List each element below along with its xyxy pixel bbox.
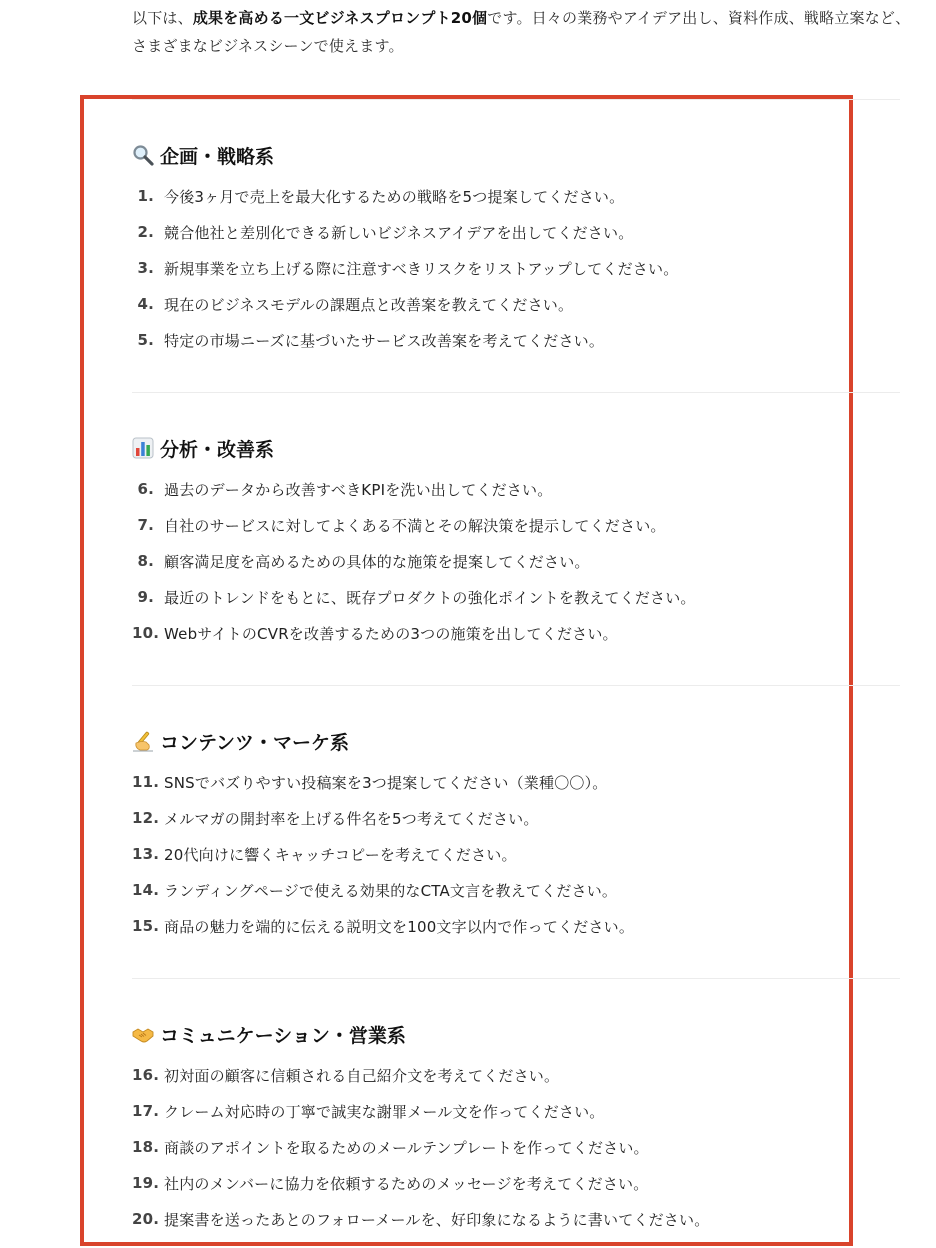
section-heading	[132, 434, 892, 462]
list-item	[132, 1129, 892, 1165]
item-text: 商談のアポイントを取るためのメールテンプレートを作ってください。	[164, 1138, 649, 1157]
item-number: 15.	[132, 917, 160, 935]
section-heading	[132, 1020, 892, 1048]
item-number: 11.	[132, 773, 160, 791]
item-text: 商品の魅力を端的に伝える説明文を100文字以内で作ってください。	[164, 917, 635, 936]
item-text: メルマガの開封率を上げる件名を5つ考えてください。	[164, 809, 539, 828]
list-item	[132, 250, 892, 286]
list-item	[132, 286, 892, 322]
item-text: 社内のメンバーに協力を依頼するためのメッセージを考えてください。	[164, 1174, 649, 1193]
list-item	[132, 543, 892, 579]
list-item	[132, 1057, 892, 1093]
item-number: 6.	[137, 480, 154, 498]
item-number: 17.	[132, 1102, 160, 1120]
list-item	[132, 800, 892, 836]
item-text: 20代向けに響くキャッチコピーを考えてください。	[164, 845, 517, 864]
item-number: 16.	[132, 1066, 160, 1084]
item-number: 2.	[137, 223, 154, 241]
item-text: 初対面の顧客に信頼される自己紹介文を考えてください。	[164, 1066, 560, 1085]
item-text: 特定の市場ニーズに基づいたサービス改善案を考えてください。	[164, 331, 605, 350]
list-item	[132, 178, 892, 214]
divider	[132, 99, 900, 100]
section-heading	[132, 141, 892, 169]
list-item	[132, 214, 892, 250]
item-text: 最近のトレンドをもとに、既存プロダクトの強化ポイントを教えてください。	[164, 588, 696, 607]
section-title: コンテンツ・マーケ系	[160, 731, 350, 754]
intro-text-start: 以下は、	[132, 9, 193, 27]
item-text: 顧客満足度を高めるための具体的な施策を提案してください。	[164, 552, 590, 571]
bar-chart-icon	[132, 437, 154, 459]
list-item	[132, 579, 892, 615]
item-text: 現在のビジネスモデルの課題点と改善案を教えてください。	[164, 295, 574, 314]
list-item	[132, 1093, 892, 1129]
section-planning-strategy	[132, 141, 892, 358]
item-number: 13.	[132, 845, 160, 863]
list-item	[132, 908, 892, 944]
divider	[132, 685, 900, 686]
item-text: 競合他社と差別化できる新しいビジネスアイデアを出してください。	[164, 223, 634, 242]
item-number: 12.	[132, 809, 160, 827]
section-title: コミュニケーション・営業系	[160, 1024, 406, 1047]
item-text: 今後3ヶ月で売上を最大化するための戦略を5つ提案してください。	[164, 187, 625, 206]
item-number: 10.	[132, 624, 160, 642]
writing-hand-icon	[132, 730, 154, 752]
item-number: 18.	[132, 1138, 160, 1156]
item-text: クレーム対応時の丁寧で誠実な謝罪メール文を作ってください。	[164, 1102, 605, 1121]
intro-paragraph	[132, 4, 912, 60]
item-number: 19.	[132, 1174, 160, 1192]
intro-text-end: です。日々の業務やアイデア出し、資料作成、戦略立案など、さまざまなビジネスシーンで使えます。	[132, 9, 911, 55]
item-number: 1.	[137, 187, 154, 205]
section-analysis-improvement	[132, 434, 892, 651]
item-number: 8.	[137, 552, 154, 570]
section-communication-sales	[132, 1020, 892, 1237]
item-text: 提案書を送ったあとのフォローメールを、好印象になるように書いてください。	[164, 1210, 710, 1229]
list-item	[132, 471, 892, 507]
list-item	[132, 1165, 892, 1201]
section-title: 企画・戦略系	[160, 145, 275, 168]
item-number: 14.	[132, 881, 160, 899]
item-number: 20.	[132, 1210, 160, 1228]
list-item	[132, 836, 892, 872]
list-item	[132, 615, 892, 651]
intro-highlight: 成果を高める一文ビジネスプロンプト20個	[192, 9, 488, 27]
divider	[132, 978, 900, 979]
section-title: 分析・改善系	[160, 438, 275, 461]
item-number: 9.	[137, 588, 154, 606]
list-item	[132, 507, 892, 543]
magnifier-icon	[132, 144, 154, 166]
list-item	[132, 322, 892, 358]
item-number: 5.	[137, 331, 154, 349]
item-text: 過去のデータから改善すべきKPIを洗い出してください。	[164, 480, 553, 499]
divider	[132, 392, 900, 393]
handshake-icon	[132, 1023, 154, 1045]
list-item	[132, 764, 892, 800]
item-number: 3.	[137, 259, 154, 277]
item-text: ランディングページで使える効果的なCTA文言を教えてください。	[164, 881, 618, 900]
section-heading	[132, 727, 892, 755]
item-number: 4.	[137, 295, 154, 313]
item-number: 7.	[137, 516, 154, 534]
list-item	[132, 1201, 892, 1237]
list-item	[132, 872, 892, 908]
section-content-marketing	[132, 727, 892, 944]
item-text: 新規事業を立ち上げる際に注意すべきリスクをリストアップしてください。	[164, 259, 679, 278]
item-text: WebサイトのCVRを改善するための3つの施策を出してください。	[164, 624, 618, 643]
item-text: SNSでバズりやすい投稿案を3つ提案してください（業種〇〇）。	[164, 773, 608, 792]
item-text: 自社のサービスに対してよくある不満とその解決策を提示してください。	[164, 516, 666, 535]
